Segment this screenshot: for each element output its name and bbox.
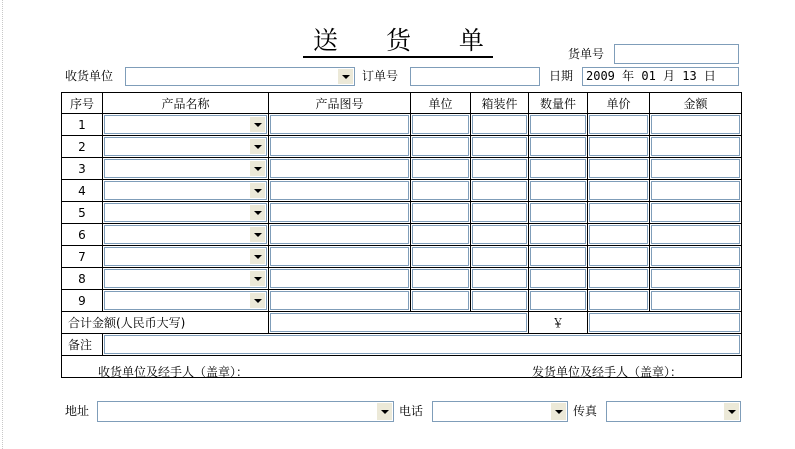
chevron-down-icon[interactable] bbox=[551, 403, 566, 420]
product-name-combo[interactable] bbox=[104, 115, 267, 134]
unit-input[interactable] bbox=[412, 137, 469, 156]
product-name-combo[interactable] bbox=[104, 269, 267, 288]
box-qty-input[interactable] bbox=[472, 137, 527, 156]
header-index: 序号 bbox=[62, 93, 103, 114]
chevron-down-icon[interactable] bbox=[250, 227, 265, 242]
header-box-qty: 箱装件 bbox=[471, 93, 529, 114]
header-amount: 金额 bbox=[650, 93, 742, 114]
unit-input[interactable] bbox=[412, 203, 469, 222]
amount-input[interactable] bbox=[651, 269, 740, 288]
signature-cell bbox=[62, 356, 742, 378]
table-row bbox=[62, 268, 742, 290]
amount-input[interactable] bbox=[651, 181, 740, 200]
box-qty-input[interactable] bbox=[472, 269, 527, 288]
drawing-no-input[interactable] bbox=[270, 225, 409, 244]
amount-input[interactable] bbox=[651, 159, 740, 178]
unit-price-input[interactable] bbox=[589, 291, 648, 310]
chevron-down-icon[interactable] bbox=[250, 161, 265, 176]
total-row bbox=[62, 312, 742, 334]
receiver-signature-label: 收货单位及经手人（盖章）： bbox=[98, 365, 249, 379]
chevron-down-icon[interactable] bbox=[250, 271, 265, 286]
row-index: 5 bbox=[62, 202, 103, 224]
box-qty-input[interactable] bbox=[472, 291, 527, 310]
table-row bbox=[62, 114, 742, 136]
goods-table bbox=[61, 92, 742, 378]
unit-price-input[interactable] bbox=[589, 159, 648, 178]
product-name-combo[interactable] bbox=[104, 159, 267, 178]
unit-price-input[interactable] bbox=[589, 203, 648, 222]
row-index: 9 bbox=[62, 290, 103, 312]
product-name-combo[interactable] bbox=[104, 203, 267, 222]
chevron-down-icon[interactable] bbox=[338, 69, 353, 84]
quantity-input[interactable] bbox=[530, 159, 586, 178]
quantity-input[interactable] bbox=[530, 247, 586, 266]
box-qty-input[interactable] bbox=[472, 181, 527, 200]
chevron-down-icon[interactable] bbox=[250, 293, 265, 308]
row-index: 1 bbox=[62, 114, 103, 136]
chevron-down-icon[interactable] bbox=[724, 403, 739, 420]
unit-price-input[interactable] bbox=[589, 181, 648, 200]
unit-input[interactable] bbox=[412, 181, 469, 200]
amount-input[interactable] bbox=[651, 225, 740, 244]
unit-price-input[interactable] bbox=[589, 225, 648, 244]
row-index: 2 bbox=[62, 136, 103, 158]
chevron-down-icon[interactable] bbox=[250, 139, 265, 154]
drawing-no-input[interactable] bbox=[270, 159, 409, 178]
header-unit-price: 单价 bbox=[588, 93, 650, 114]
drawing-no-input[interactable] bbox=[270, 115, 409, 134]
address-label: 地址 bbox=[65, 404, 90, 418]
signature-row bbox=[62, 356, 742, 378]
quantity-input[interactable] bbox=[530, 203, 586, 222]
currency-symbol: ￥ bbox=[529, 312, 588, 334]
chevron-down-icon[interactable] bbox=[250, 249, 265, 264]
quantity-input[interactable] bbox=[530, 225, 586, 244]
form-title: 送 货 单 bbox=[303, 26, 493, 58]
table-header-row bbox=[62, 93, 742, 114]
quantity-input[interactable] bbox=[530, 115, 586, 134]
table-row bbox=[62, 246, 742, 268]
quantity-input[interactable] bbox=[530, 269, 586, 288]
row-index: 8 bbox=[62, 268, 103, 290]
receiver-label: 收货单位 bbox=[65, 69, 114, 83]
unit-price-input[interactable] bbox=[589, 115, 648, 134]
unit-input[interactable] bbox=[412, 247, 469, 266]
unit-price-input[interactable] bbox=[589, 269, 648, 288]
product-name-combo[interactable] bbox=[104, 181, 267, 200]
table-row bbox=[62, 290, 742, 312]
date-label: 日期 bbox=[549, 69, 574, 83]
unit-input[interactable] bbox=[412, 159, 469, 178]
chevron-down-icon[interactable] bbox=[377, 403, 392, 420]
box-qty-input[interactable] bbox=[472, 159, 527, 178]
amount-input[interactable] bbox=[651, 247, 740, 266]
drawing-no-input[interactable] bbox=[270, 137, 409, 156]
delivery-no-label: 货单号 bbox=[568, 47, 605, 61]
product-name-combo[interactable] bbox=[104, 247, 267, 266]
drawing-no-input[interactable] bbox=[270, 269, 409, 288]
header-product-name: 产品名称 bbox=[103, 93, 269, 114]
amount-input[interactable] bbox=[651, 115, 740, 134]
order-no-label: 订单号 bbox=[362, 69, 399, 83]
amount-input[interactable] bbox=[651, 137, 740, 156]
product-name-combo[interactable] bbox=[104, 291, 267, 310]
row-index: 4 bbox=[62, 180, 103, 202]
fax-label: 传真 bbox=[573, 404, 598, 418]
left-dotted-guide bbox=[2, 0, 3, 449]
drawing-no-input[interactable] bbox=[270, 181, 409, 200]
sender-signature-label: 发货单位及经手人（盖章）： bbox=[532, 365, 683, 379]
table-row bbox=[62, 180, 742, 202]
chevron-down-icon[interactable] bbox=[250, 183, 265, 198]
row-index: 7 bbox=[62, 246, 103, 268]
box-qty-input[interactable] bbox=[472, 115, 527, 134]
table-row bbox=[62, 158, 742, 180]
row-index: 3 bbox=[62, 158, 103, 180]
unit-input[interactable] bbox=[412, 269, 469, 288]
receiver-combo[interactable] bbox=[125, 67, 355, 86]
product-name-combo[interactable] bbox=[104, 137, 267, 156]
drawing-no-input[interactable] bbox=[270, 291, 409, 310]
remarks-row bbox=[62, 334, 742, 356]
box-qty-input[interactable] bbox=[472, 203, 527, 222]
amount-input[interactable] bbox=[651, 291, 740, 310]
delivery-no-input[interactable] bbox=[614, 44, 739, 64]
amount-input[interactable] bbox=[651, 203, 740, 222]
phone-combo[interactable] bbox=[432, 401, 568, 422]
table-row bbox=[62, 224, 742, 246]
drawing-no-input[interactable] bbox=[270, 247, 409, 266]
header-unit: 单位 bbox=[411, 93, 471, 114]
remarks-input[interactable] bbox=[104, 335, 740, 354]
unit-input[interactable] bbox=[412, 291, 469, 310]
order-no-input[interactable] bbox=[410, 67, 540, 86]
total-amount-input[interactable] bbox=[589, 313, 740, 332]
remarks-label: 备注 bbox=[62, 334, 103, 356]
unit-price-input[interactable] bbox=[589, 247, 648, 266]
unit-price-input[interactable] bbox=[589, 137, 648, 156]
chevron-down-icon[interactable] bbox=[250, 117, 265, 132]
unit-input[interactable] bbox=[412, 225, 469, 244]
table-row bbox=[62, 136, 742, 158]
box-qty-input[interactable] bbox=[472, 225, 527, 244]
chevron-down-icon[interactable] bbox=[250, 205, 265, 220]
drawing-no-input[interactable] bbox=[270, 203, 409, 222]
header-quantity: 数量件 bbox=[529, 93, 588, 114]
fax-combo[interactable] bbox=[606, 401, 741, 422]
table-row bbox=[62, 202, 742, 224]
address-combo[interactable] bbox=[97, 401, 394, 422]
row-index: 6 bbox=[62, 224, 103, 246]
total-label: 合计金额(人民币大写) bbox=[62, 312, 269, 334]
date-input[interactable]: 2009 年 01 月 13 日 bbox=[582, 67, 739, 86]
total-words-input[interactable] bbox=[270, 313, 527, 332]
unit-input[interactable] bbox=[412, 115, 469, 134]
phone-label: 电话 bbox=[399, 404, 424, 418]
quantity-input[interactable] bbox=[530, 291, 586, 310]
quantity-input[interactable] bbox=[530, 137, 586, 156]
quantity-input[interactable] bbox=[530, 181, 586, 200]
box-qty-input[interactable] bbox=[472, 247, 527, 266]
product-name-combo[interactable] bbox=[104, 225, 267, 244]
header-drawing-no: 产品图号 bbox=[269, 93, 411, 114]
